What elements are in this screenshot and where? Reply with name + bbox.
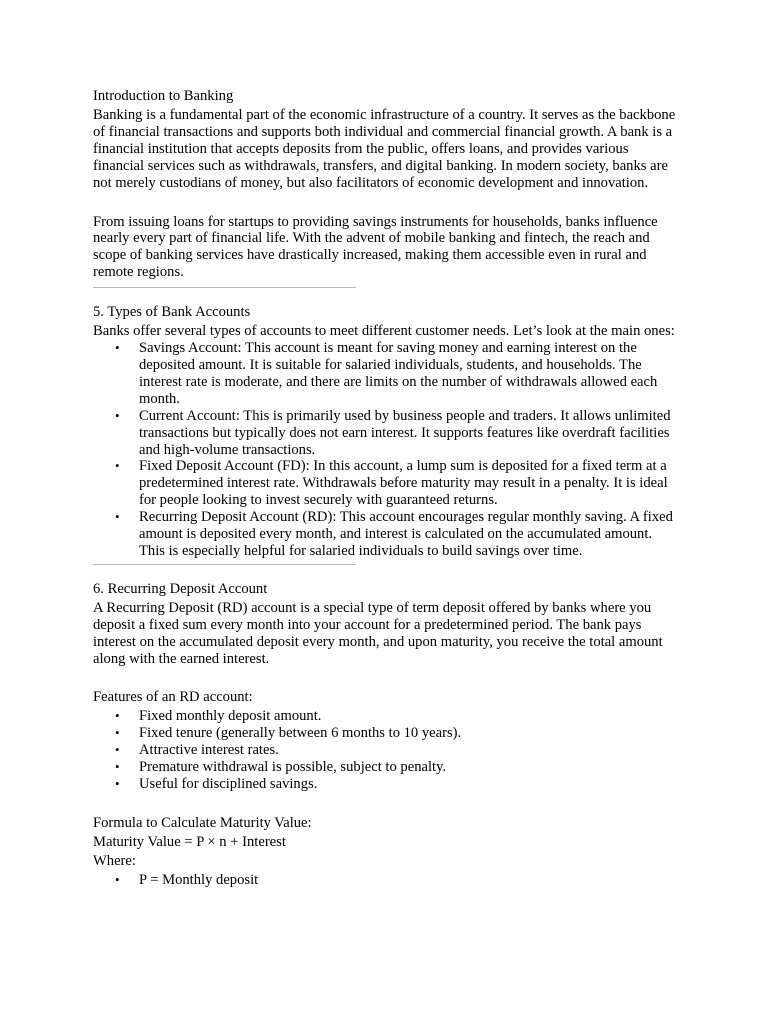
account-savings: Savings Account: This account is meant for saving money and earning interest on the deposited amount. It is suitable for salaried individuals, students, and households. The interest rate is moderate, and there are limits on the number of withdrawals allowed each month.: [139, 340, 658, 407]
rd-feature: Fixed monthly deposit amount.: [139, 708, 322, 725]
list-item: [115, 708, 681, 725]
list-item: [115, 340, 681, 408]
bullet-icon: •: [115, 509, 120, 525]
rd-feature: Useful for disciplined savings.: [139, 776, 318, 792]
bullet-icon: •: [115, 742, 120, 758]
intro-section: [93, 88, 681, 288]
list-item: [115, 742, 681, 759]
bullet-icon: •: [115, 708, 120, 724]
list-item: [115, 407, 681, 459]
bullet-icon: •: [115, 776, 120, 791]
list-item: [115, 725, 681, 742]
rd-features-list: [93, 708, 681, 793]
rd-heading: 6. Recurring Deposit Account: [93, 580, 268, 597]
intro-paragraph-1: Banking is a fundamental part of the economic infrastructure of a country. It serves as the backbone of financial transactions and supports both individual and commercial financial growth. A bank is a financial institution that accepts deposits from the public, offers loans, and provides various financial services such as withdrawals, transfers, and digital banking. In modern society, banks are not merely custodians of money, but also facilitators of economic development and innovation.: [93, 107, 676, 191]
rd-feature: Premature withdrawal is possible, subject to penalty.: [139, 759, 447, 776]
list-item: [115, 871, 681, 889]
bullet-icon: •: [115, 407, 120, 423]
intro-heading: Introduction to Banking: [93, 88, 234, 104]
document-page: [93, 88, 681, 889]
where-item: P = Monthly deposit: [139, 871, 259, 888]
list-item: [115, 509, 681, 560]
account-current: Current Account: This is primarily used by business people and traders. It allows unlimited transactions but typically does not earn interest. It supports features like overdraft facilities and high-volume transactions.: [139, 407, 671, 458]
account-recurring-deposit: Recurring Deposit Account (RD): This account encourages regular monthly saving. A fixed amount is deposited every month, and interest is calculated on the accumulated amount. This is especially helpful for salaried individuals to build savings over time.: [139, 509, 673, 559]
where-list: [93, 872, 681, 889]
rd-section: [93, 581, 681, 889]
rd-feature: Attractive interest rates.: [139, 742, 279, 759]
bullet-icon: •: [115, 340, 120, 356]
list-item: [115, 458, 681, 509]
formula-label: Formula to Calculate Maturity Value:: [93, 814, 312, 831]
list-item: [115, 759, 681, 776]
formula: Maturity Value = P × n + Interest: [93, 833, 286, 850]
accounts-section: [93, 304, 681, 565]
rd-feature: Fixed tenure (generally between 6 months to 10 years).: [139, 725, 462, 742]
account-fixed-deposit: Fixed Deposit Account (FD): In this account, a lump sum is deposited for a fixed term at a predetermined interest rate. Withdrawals before maturity may result in a penalty. It is ideal for people looking to invest securely with guaranteed returns.: [139, 458, 668, 509]
rd-paragraph: A Recurring Deposit (RD) account is a special type of term deposit offered by banks where you deposit a fixed sum every month into your account for a predetermined period. The bank pays interest on the accumulated deposit every month, and upon maturity, you receive the total amount along with the earned interest.: [93, 599, 663, 667]
intro-paragraph-2: From issuing loans for startups to providing savings instruments for households, banks influence nearly every part of financial life. With the advent of mobile banking and fintech, the reach and scope of banking services have drastically increased, making them accessible even in rural and remote regions.: [93, 213, 658, 281]
bullet-icon: •: [115, 725, 120, 741]
bullet-icon: •: [115, 759, 120, 775]
where-label: Where:: [93, 852, 136, 869]
bullet-icon: •: [115, 458, 120, 474]
list-item: [115, 776, 681, 793]
accounts-heading: 5. Types of Bank Accounts: [93, 304, 251, 321]
accounts-list: [93, 340, 681, 560]
bullet-icon: •: [115, 871, 120, 887]
rd-features-label: Features of an RD account:: [93, 689, 253, 706]
accounts-intro: Banks offer several types of accounts to meet different customer needs. Let’s look at the main ones:: [93, 323, 675, 340]
